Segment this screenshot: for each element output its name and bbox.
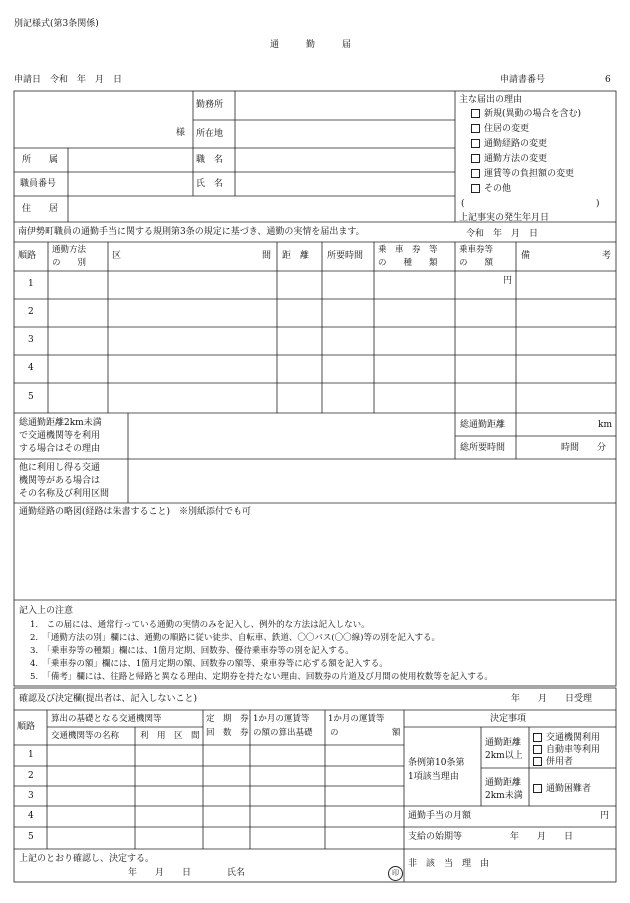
col-time: 所要時間 <box>327 251 364 261</box>
total-time-label: 総所要時間 <box>460 443 506 453</box>
opt-difficult[interactable]: 通勤困難者 <box>533 784 591 795</box>
checkbox-icon <box>533 733 542 742</box>
confirm-col-burden-2b: 額 <box>392 728 401 738</box>
declaration: 南伊勢町職員の通勤手当に関する規則第3条の規定に基づき、通勤の実情を届出ます。 <box>18 227 365 237</box>
start-date[interactable]: 年 月 日 <box>510 832 574 842</box>
honorific: 様 <box>176 128 186 138</box>
event-date[interactable]: 令和 年 月 日 <box>466 229 539 239</box>
note-item: 4. 「乗車券の額」欄には、1箇月定期の額、回数券の額等、乗車券等に応ずる額を記入する。 <box>30 659 388 669</box>
clause-label-2: 1項該当理由 <box>408 772 459 782</box>
sign-line[interactable]: 年 月 日 氏名 <box>128 868 246 878</box>
checkbox-icon <box>533 757 542 766</box>
reason-route[interactable]: 通勤経路の変更 <box>471 139 547 150</box>
reason-method[interactable]: 通勤方法の変更 <box>471 154 547 165</box>
short-reason-label-1: 総通勤距離2km未満 <box>19 418 102 428</box>
monthly-label: 通勤手当の月額 <box>408 811 472 821</box>
page-title: 通 勤 届 <box>270 40 352 50</box>
route-row-number: 4 <box>28 363 34 373</box>
other-route-label-3: その名称及び利用区間 <box>19 489 110 499</box>
yen-unit: 円 <box>503 276 513 286</box>
opt-car[interactable]: 自動車等利用 <box>533 745 600 756</box>
total-time-unit: 時間 分 <box>561 443 607 453</box>
doc-number: 6 <box>605 75 611 85</box>
dist-under-label-1: 通勤距離 <box>485 778 522 788</box>
col-amount-2: の 額 <box>459 258 494 268</box>
not-applicable-label: 非 該 当 理 由 <box>408 859 490 869</box>
route-row-number: 2 <box>28 307 34 317</box>
staff-no-label: 職員番号 <box>20 179 57 189</box>
note-item: 3. 「乗車券等の種類」欄には、1箇月定期、回数券、優待乗車券等の別を記入する。 <box>30 646 354 656</box>
short-reason-label-2: で交通機関等を利用 <box>19 431 101 441</box>
affiliation-label: 所 属 <box>22 155 59 165</box>
checkbox-icon <box>471 124 480 133</box>
confirm-row-number: 1 <box>28 750 34 760</box>
other-paren-close: ) <box>596 199 600 209</box>
col-ticket-2: の 種 類 <box>378 258 438 268</box>
confirm-col-pass-1: 定 期 券 <box>206 714 249 724</box>
workplace-label: 勤務所 <box>196 100 224 110</box>
route-row-number: 5 <box>28 392 34 402</box>
opt-transit[interactable]: 交通機関利用 <box>533 733 600 744</box>
reasons-heading: 主な届出の理由 <box>459 95 523 105</box>
confirm-col-name: 交通機関等の名称 <box>51 731 120 741</box>
reason-new[interactable]: 新規(異動の場合を含む) <box>471 109 581 120</box>
confirm-row-number: 3 <box>28 791 34 801</box>
form-label: 別記様式(第3条関係) <box>14 19 99 29</box>
dist-over-label-1: 通勤距離 <box>485 738 522 748</box>
confirm-col-fare-2: の額の算出基礎 <box>253 728 313 738</box>
start-label: 支給の始期等 <box>408 832 463 842</box>
decision-heading: 決定事項 <box>490 714 527 724</box>
confirm-row-number: 4 <box>28 811 34 821</box>
reason-fare[interactable]: 運賃等の負担額の変更 <box>471 169 574 180</box>
confirm-col-pass-2: 回 数 券 <box>206 728 249 738</box>
checkbox-icon <box>471 169 480 178</box>
col-ticket-1: 乗 車 券 等 <box>378 245 438 255</box>
checkbox-icon <box>471 109 480 118</box>
route-map-label: 通勤経路の略図(経路は朱書すること) ※別紙添付でも可 <box>19 507 252 517</box>
confirm-heading: 確認及び決定欄(提出者は、記入しないこと) <box>19 694 198 704</box>
other-paren-open: ( <box>461 199 465 209</box>
reason-other[interactable]: その他 <box>471 184 511 195</box>
monthly-unit: 円 <box>600 811 610 821</box>
col-section-b: 間 <box>262 251 272 261</box>
dist-over-label-2: 2km以上 <box>485 751 523 761</box>
confirm-col-route: 順路 <box>17 722 36 732</box>
col-section-a: 区 <box>112 251 122 261</box>
total-distance-label: 総通勤距離 <box>460 420 506 430</box>
checkbox-icon <box>533 784 542 793</box>
checkbox-icon <box>471 139 480 148</box>
seal-icon: 印 <box>388 866 403 881</box>
col-remarks-a: 備 <box>521 251 531 261</box>
checkbox-icon <box>471 154 480 163</box>
name-label: 氏 名 <box>196 179 224 189</box>
total-distance-unit: km <box>598 420 612 430</box>
col-distance: 距 離 <box>282 251 310 261</box>
confirm-col-fare-1: 1か月の運賃等 <box>253 714 310 724</box>
job-title-label: 職 名 <box>196 155 224 165</box>
doc-number-label: 申請書番号 <box>500 75 546 85</box>
reason-address[interactable]: 住居の変更 <box>471 124 529 135</box>
route-row-number: 1 <box>28 279 34 289</box>
confirm-row-number: 2 <box>28 771 34 781</box>
confirm-text: 上記のとおり確認し、決定する。 <box>19 854 155 864</box>
short-reason-label-3: する場合はその理由 <box>19 444 101 454</box>
note-item: 1. この届には、通常行っている通勤の実情のみを記入し、例外的な方法は記入しない。 <box>30 620 370 630</box>
col-route: 順路 <box>18 251 37 261</box>
confirm-col-burden-1: 1か月の運賃等 <box>328 714 385 724</box>
location-label: 所在地 <box>196 129 224 139</box>
checkbox-icon <box>471 184 480 193</box>
col-method-1: 通勤方法 <box>52 245 87 255</box>
dist-under-label-2: 2km未満 <box>485 791 523 801</box>
other-route-label-1: 他に利用し得る交通 <box>19 463 101 473</box>
note-item: 5. 「備考」欄には、往路と帰路と異なる理由、定期券を持たない理由、回数券の片道及び月間の使用枚数等を記入する。 <box>30 672 493 682</box>
confirm-col-burden-2a: の <box>330 728 339 738</box>
col-method-2: の 別 <box>52 258 87 268</box>
event-date-heading: 上記事実の発生年月日 <box>459 213 550 223</box>
apply-date[interactable]: 申請日 令和 年 月 日 <box>14 75 123 85</box>
col-remarks-b: 考 <box>602 251 612 261</box>
checkbox-icon <box>533 745 542 754</box>
route-row-number: 3 <box>28 335 34 345</box>
received-date: 年 月 日受理 <box>511 694 593 704</box>
confirm-col-section: 利 用 区 間 <box>140 731 200 741</box>
opt-combined[interactable]: 併用者 <box>533 757 573 768</box>
address-label: 住 居 <box>22 204 59 214</box>
note-item: 2. 「通勤方法の別」欄には、通勤の順路に従い徒歩、自転車、鉄道、〇〇バス(〇〇線)等の別を記入する。 <box>30 633 440 643</box>
clause-label-1: 条例第10条第 <box>408 758 465 768</box>
notes-heading: 記入上の注意 <box>19 606 74 616</box>
col-amount-1: 乗車券等 <box>459 245 494 255</box>
other-route-label-2: 機関等がある場合は <box>19 476 101 486</box>
confirm-row-number: 5 <box>28 832 34 842</box>
confirm-col-basis: 算出の基礎となる交通機関等 <box>51 714 162 724</box>
